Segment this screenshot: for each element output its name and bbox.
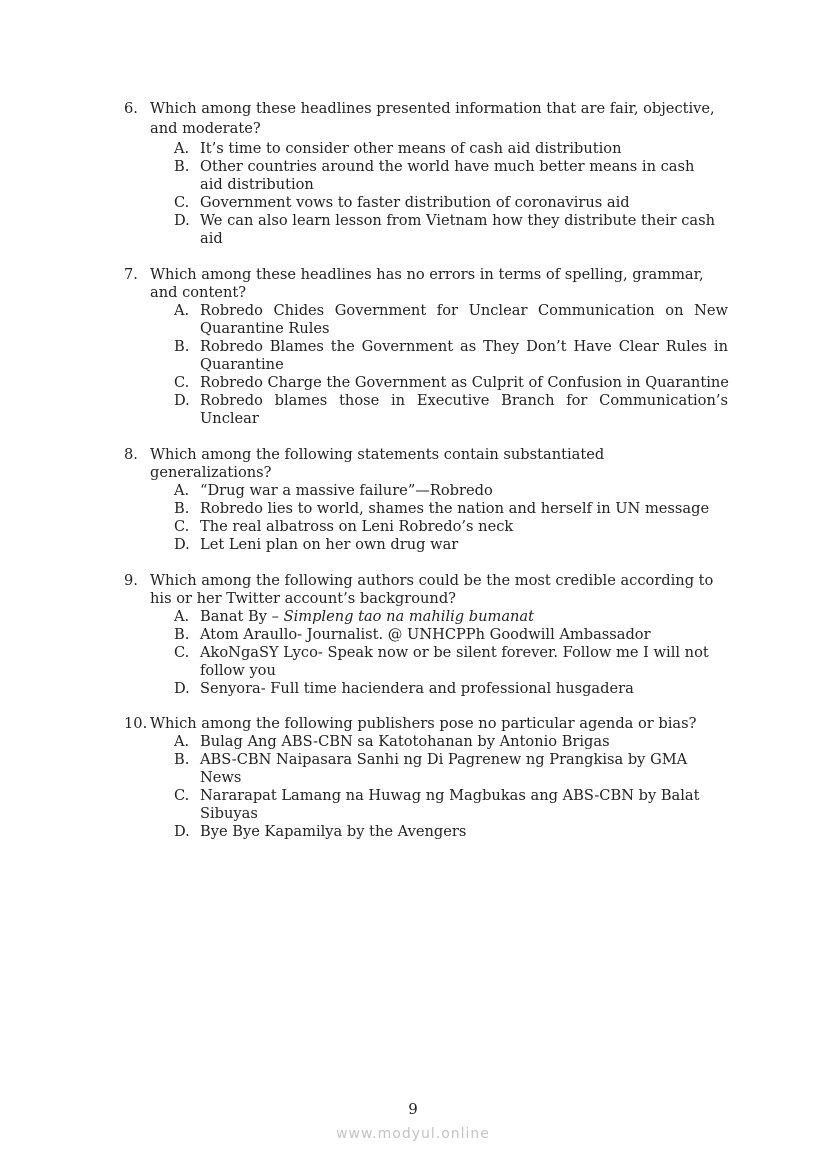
question-9-line-2 [124, 590, 730, 608]
question-9 [124, 572, 730, 698]
option-10b [124, 751, 730, 787]
option-text: Bye Bye Kapamilya by the Avengers [200, 823, 467, 840]
question-7-line-2 [124, 284, 730, 302]
option-7a [124, 302, 730, 338]
option-9a [124, 608, 730, 626]
option-10a [124, 733, 730, 751]
question-9-line-1 [124, 572, 730, 590]
question-10 [124, 715, 730, 841]
option-text: Robredo blames those in Executive Branch for Communication’s [200, 392, 728, 409]
option-6d [124, 212, 730, 248]
option-7c [124, 374, 730, 392]
option-text: AkoNgaSY Lyco- Speak now or be silent forever. Follow me I will not [200, 644, 709, 661]
option-text: Quarantine Rules [200, 320, 330, 337]
option-letter: C. [174, 518, 190, 535]
option-letter: D. [174, 823, 190, 840]
question-text: and content? [150, 284, 247, 301]
question-8 [124, 446, 730, 554]
option-text: Nararapat Lamang na Huwag ng Magbukas ang ABS-CBN by Balat [200, 787, 700, 804]
option-text: Government vows to faster distribution of coronavirus aid [200, 194, 630, 211]
option-6b [124, 158, 730, 194]
option-letter: D. [174, 392, 190, 409]
question-6-line-1 [124, 100, 730, 118]
option-letter: B. [174, 500, 190, 517]
option-text: Sibuyas [200, 805, 258, 822]
option-text: “Drug war a massive failure”—Robredo [200, 482, 493, 499]
option-letter: C. [174, 644, 190, 661]
option-text: aid [200, 230, 223, 247]
option-text: follow you [200, 662, 276, 679]
option-letter: B. [174, 338, 190, 355]
option-letter: A. [174, 482, 190, 499]
option-8b [124, 500, 730, 518]
option-letter: D. [174, 536, 190, 553]
option-letter: A. [174, 302, 190, 319]
option-text: Robredo Chides Government for Unclear Communication on New [200, 302, 728, 319]
question-text: generalizations? [150, 464, 272, 481]
option-6c [124, 194, 730, 212]
option-text: It’s time to consider other means of cash aid distribution [200, 140, 622, 157]
option-letter: A. [174, 140, 190, 157]
option-text: Unclear [200, 410, 259, 427]
question-8-line-1 [124, 446, 730, 464]
question-text: and moderate? [150, 120, 261, 137]
page-number: 9 [408, 1100, 418, 1118]
option-text: Atom Araullo- Journalist. @ UNHCPPh Goodwill Ambassador [200, 626, 651, 643]
option-letter: A. [174, 733, 190, 750]
option-10c [124, 787, 730, 823]
option-letter: C. [174, 194, 190, 211]
option-text: Senyora- Full time haciendera and professional husgadera [200, 680, 634, 697]
option-letter: D. [174, 680, 190, 697]
option-letter: B. [174, 751, 190, 768]
question-text: Which among these headlines presented information that are fair, objective, [150, 100, 715, 117]
option-text: Robredo Blames the Government as They Don’t Have Clear Rules in [200, 338, 728, 355]
option-8a [124, 482, 730, 500]
question-number: 9. [124, 572, 138, 589]
option-8c [124, 518, 730, 536]
option-text: News [200, 769, 242, 786]
question-7-line-1 [124, 266, 730, 284]
option-10d [124, 823, 730, 841]
option-7b [124, 338, 730, 374]
option-text: Bulag Ang ABS-CBN sa Katotohanan by Antonio Brigas [200, 733, 610, 750]
option-letter: A. [174, 608, 190, 625]
option-text-prefix: Banat By – [200, 608, 284, 625]
question-number: 10. [124, 715, 148, 732]
option-9c [124, 644, 730, 680]
question-6 [124, 100, 730, 248]
option-text: Other countries around the world have much better means in cash [200, 158, 695, 175]
question-text: Which among these headlines has no errors in terms of spelling, grammar, [150, 266, 704, 283]
question-number: 6. [124, 100, 138, 117]
option-text: Let Leni plan on her own drug war [200, 536, 459, 553]
question-7 [124, 266, 730, 428]
option-text: We can also learn lesson from Vietnam how they distribute their cash [200, 212, 716, 229]
option-text: ABS-CBN Naipasara Sanhi ng Di Pagrenew ng Prangkisa by GMA [200, 751, 688, 768]
question-text: Which among the following statements contain substantiated [150, 446, 605, 463]
option-text: aid distribution [200, 176, 314, 193]
option-letter: D. [174, 212, 190, 229]
option-text: Robredo lies to world, shames the nation and herself in UN message [200, 500, 710, 517]
option-letter: C. [174, 787, 190, 804]
option-text: Robredo Charge the Government as Culprit of Confusion in Quarantine [200, 374, 729, 391]
option-letter: B. [174, 158, 190, 175]
option-9b [124, 626, 730, 644]
question-10-line-1 [124, 715, 730, 733]
option-8d [124, 536, 730, 554]
question-number: 7. [124, 266, 138, 283]
option-6a [124, 140, 730, 158]
watermark: www.modyul.online [336, 1126, 490, 1142]
question-8-line-2 [124, 464, 730, 482]
question-text: Which among the following publishers pose no particular agenda or bias? [150, 715, 697, 732]
option-9d [124, 680, 730, 698]
option-7d [124, 392, 730, 428]
question-number: 8. [124, 446, 138, 463]
question-6-line-2 [124, 118, 730, 140]
option-text [200, 608, 728, 626]
option-letter: B. [174, 626, 190, 643]
option-text: Quarantine [200, 356, 284, 373]
question-text: Which among the following authors could be the most credible according to [150, 572, 714, 589]
option-text: The real albatross on Leni Robredo’s neck [200, 518, 514, 535]
option-text-italic: Simpleng tao na mahilig bumanat [283, 608, 535, 625]
option-letter: C. [174, 374, 190, 391]
question-text: his or her Twitter account’s background? [150, 590, 456, 607]
